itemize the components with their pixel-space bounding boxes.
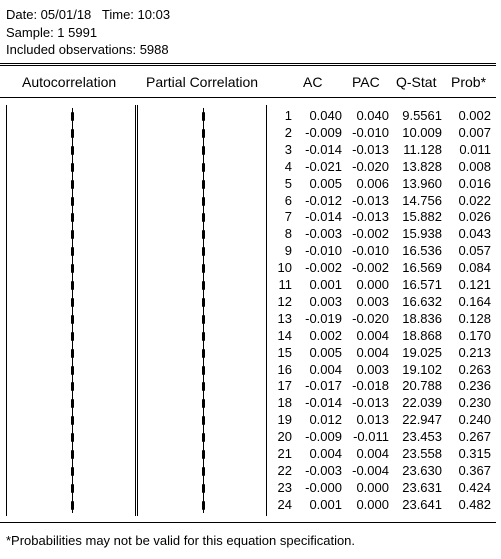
pac-cell: 0.006 <box>356 175 389 191</box>
qstat-cell: 23.453 <box>402 429 442 445</box>
ac-cell: -0.009 <box>305 429 342 445</box>
lag-cell: 14 <box>277 327 292 343</box>
ac-cell: 0.003 <box>309 293 342 309</box>
ac-cell: 0.012 <box>309 412 342 428</box>
prob-cell: 0.026 <box>458 209 491 225</box>
pac-cell: -0.010 <box>352 243 389 259</box>
output-header <box>6 6 170 59</box>
pac-cell: 0.040 <box>356 108 389 123</box>
qstat-cell: 23.630 <box>402 462 442 478</box>
ac-cell: -0.021 <box>305 158 342 174</box>
ac-cell: 0.040 <box>309 108 342 123</box>
prob-cell: 0.057 <box>458 243 491 259</box>
table-row <box>0 125 501 142</box>
ac-cell: -0.019 <box>305 310 342 326</box>
ac-cell: -0.012 <box>305 192 342 208</box>
ac-cell: -0.014 <box>305 141 342 157</box>
table-row <box>0 294 501 311</box>
lag-cell: 18 <box>277 395 292 411</box>
pac-cell: -0.002 <box>352 260 389 276</box>
qstat-cell: 15.938 <box>402 226 442 242</box>
prob-cell: 0.230 <box>458 395 491 411</box>
table-row <box>0 260 501 277</box>
lag-cell: 12 <box>277 293 292 309</box>
table-row <box>0 209 501 226</box>
table-row <box>0 429 501 446</box>
qstat-cell: 22.947 <box>402 412 442 428</box>
lag-cell: 1 <box>284 108 292 123</box>
qstat-cell: 20.788 <box>402 378 442 394</box>
qstat-cell: 18.836 <box>402 310 442 326</box>
top-divider <box>0 63 496 64</box>
table-row <box>0 480 501 497</box>
ac-cell: -0.003 <box>305 226 342 242</box>
pac-cell: -0.013 <box>352 395 389 411</box>
autocorrelation-header: Autocorrelation <box>22 74 117 90</box>
observations-line: Included observations: 5988 <box>6 42 169 57</box>
qstat-cell: 10.009 <box>402 124 442 140</box>
prob-cell: 0.424 <box>458 479 491 495</box>
prob-cell: 0.482 <box>458 496 491 512</box>
qstat-cell: 13.960 <box>402 175 442 191</box>
pac-cell: 0.000 <box>356 496 389 512</box>
pac-cell: 0.003 <box>356 293 389 309</box>
ac-cell: -0.000 <box>305 479 342 495</box>
table-row <box>0 395 501 412</box>
pac-cell: 0.000 <box>356 479 389 495</box>
qstat-cell: 16.536 <box>402 243 442 259</box>
table-row <box>0 226 501 243</box>
ac-cell: -0.002 <box>305 260 342 276</box>
prob-cell: 0.002 <box>458 108 491 123</box>
qstat-cell: 9.5561 <box>402 108 442 123</box>
ac-cell: 0.004 <box>309 446 342 461</box>
pac-cell: -0.004 <box>352 462 389 478</box>
lag-cell: 17 <box>277 378 292 394</box>
table-row <box>0 497 501 514</box>
lag-cell: 2 <box>284 124 292 140</box>
prob-cell: 0.043 <box>458 226 491 242</box>
table-row <box>0 412 501 429</box>
prob-cell: 0.022 <box>458 192 491 208</box>
pac-cell: -0.002 <box>352 226 389 242</box>
table-row <box>0 142 501 159</box>
qstat-cell: 19.102 <box>402 361 442 377</box>
prob-cell: 0.263 <box>458 361 491 377</box>
qstat-cell: 16.571 <box>402 277 442 292</box>
prob-cell: 0.016 <box>458 175 491 191</box>
prob-cell: 0.267 <box>458 429 491 445</box>
lag-cell: 23 <box>277 479 292 495</box>
ac-header: AC <box>303 74 323 90</box>
prob-header: Prob* <box>451 74 487 90</box>
ac-cell: 0.005 <box>309 344 342 360</box>
header-divider <box>0 97 496 98</box>
bottom-divider <box>0 522 496 523</box>
lag-cell: 16 <box>277 361 292 377</box>
pac-cell: 0.013 <box>356 412 389 428</box>
pac-cell: -0.020 <box>352 158 389 174</box>
table-row <box>0 328 501 345</box>
qstat-cell: 14.756 <box>402 192 442 208</box>
qstat-cell: 22.039 <box>402 395 442 411</box>
lag-cell: 13 <box>277 310 292 326</box>
pac-cell: 0.004 <box>356 446 389 461</box>
ac-cell: 0.001 <box>309 496 342 512</box>
qstat-cell: 16.632 <box>402 293 442 309</box>
top-divider-second <box>0 65 496 66</box>
lag-cell: 10 <box>277 260 292 276</box>
prob-cell: 0.121 <box>458 277 491 292</box>
qstat-cell: 13.828 <box>402 158 442 174</box>
lag-cell: 4 <box>284 158 292 174</box>
table-row <box>0 159 501 176</box>
lag-cell: 22 <box>277 462 292 478</box>
table-row <box>0 108 501 125</box>
qstat-cell: 18.868 <box>402 327 442 343</box>
table-row <box>0 176 501 193</box>
ac-cell: 0.004 <box>309 361 342 377</box>
qstat-cell: 15.882 <box>402 209 442 225</box>
prob-cell: 0.213 <box>458 344 491 360</box>
lag-cell: 24 <box>277 496 292 512</box>
ac-cell: -0.014 <box>305 209 342 225</box>
table-row <box>0 378 501 395</box>
qstat-cell: 23.631 <box>402 479 442 495</box>
qstat-cell: 19.025 <box>402 344 442 360</box>
table-row <box>0 463 501 480</box>
prob-cell: 0.315 <box>458 446 491 461</box>
lag-cell: 11 <box>278 277 292 292</box>
table-row <box>0 193 501 210</box>
qstat-cell: 23.558 <box>402 446 442 461</box>
pac-cell: -0.020 <box>352 310 389 326</box>
pac-cell: -0.013 <box>352 141 389 157</box>
pac-cell: 0.000 <box>356 277 389 292</box>
lag-cell: 9 <box>284 243 292 259</box>
qstat-cell: 11.128 <box>403 141 442 157</box>
table-row <box>0 243 501 260</box>
date-time-line: Date: 05/01/18 Time: 10:03 <box>6 7 171 22</box>
prob-cell: 0.164 <box>458 293 491 309</box>
lag-cell: 6 <box>284 192 292 208</box>
lag-cell: 5 <box>284 175 292 191</box>
table-row <box>0 277 501 294</box>
prob-cell: 0.008 <box>458 158 491 174</box>
lag-cell: 20 <box>277 429 292 445</box>
pac-cell: 0.004 <box>356 327 389 343</box>
table-row <box>0 362 501 379</box>
pac-cell: -0.013 <box>352 192 389 208</box>
ac-cell: -0.014 <box>305 395 342 411</box>
ac-cell: 0.001 <box>309 277 342 292</box>
lag-cell: 21 <box>277 446 292 461</box>
sample-line: Sample: 1 5991 <box>6 24 98 40</box>
pac-cell: 0.004 <box>356 344 389 360</box>
lag-cell: 7 <box>284 209 292 225</box>
pac-cell: -0.010 <box>352 124 389 140</box>
prob-cell: 0.170 <box>458 327 491 343</box>
prob-cell: 0.367 <box>458 462 491 478</box>
ac-cell: 0.002 <box>309 327 342 343</box>
prob-cell: 0.240 <box>458 412 491 428</box>
qstat-header: Q-Stat <box>396 74 437 90</box>
prob-cell: 0.236 <box>458 378 491 394</box>
lag-cell: 8 <box>284 226 292 242</box>
lag-cell: 3 <box>284 141 292 157</box>
table-row <box>0 446 501 463</box>
ac-cell: -0.017 <box>305 378 342 394</box>
pac-cell: 0.003 <box>356 361 389 377</box>
prob-cell: 0.011 <box>459 141 491 157</box>
lag-cell: 19 <box>277 412 292 428</box>
table-row <box>0 345 501 362</box>
prob-cell: 0.007 <box>458 124 491 140</box>
ac-cell: -0.009 <box>305 124 342 140</box>
ac-cell: 0.005 <box>309 175 342 191</box>
ac-cell: -0.010 <box>305 243 342 259</box>
footnote: *Probabilities may not be valid for this equation specification. <box>6 533 356 548</box>
pac-cell: -0.018 <box>352 378 389 394</box>
ac-cell: -0.003 <box>305 462 342 478</box>
prob-cell: 0.084 <box>458 260 491 276</box>
qstat-cell: 23.641 <box>402 496 442 512</box>
table-row <box>0 311 501 328</box>
pac-header: PAC <box>352 74 380 90</box>
lag-cell: 15 <box>277 344 292 360</box>
partial-correlation-header: Partial Correlation <box>146 74 259 90</box>
prob-cell: 0.128 <box>458 310 491 326</box>
pac-cell: -0.013 <box>352 209 389 225</box>
pac-cell: -0.011 <box>353 429 389 445</box>
qstat-cell: 16.569 <box>402 260 442 276</box>
